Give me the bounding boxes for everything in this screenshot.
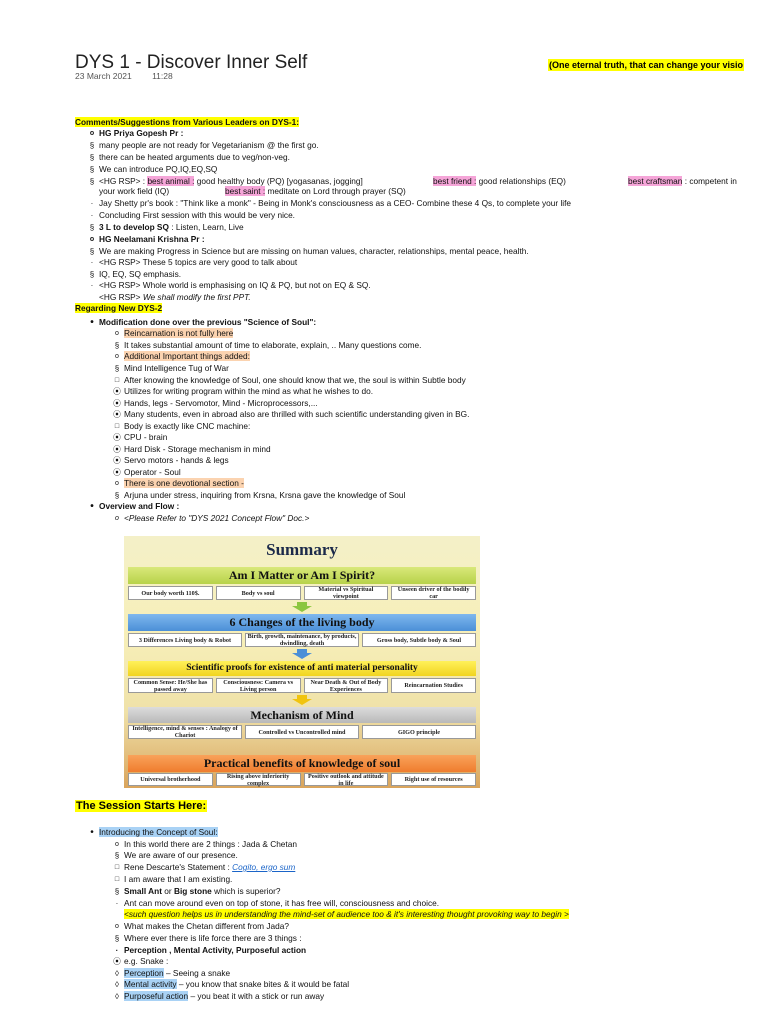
new-dys-heading: Regarding New DYS-2 <box>75 303 163 313</box>
summary-band-1-cells <box>128 586 476 600</box>
summary-band-4: Mechanism of Mind <box>128 707 476 723</box>
list-item: · Jay Shetty pr's book : "Think like a monk" - Being in Monk's consciousness as a CEO- Combine these 4 Qs, to complete your life <box>99 198 571 209</box>
section-bullet-icon: § <box>114 851 120 860</box>
summary-cell: Intelligence, mind & senses : Analogy of Chariot <box>128 725 242 739</box>
list-item: · Concluding First session with this would be very nice. <box>99 210 295 221</box>
list-item: § We can introduce PQ,IQ,EQ,SQ <box>99 164 217 175</box>
dot-bullet-icon: · <box>90 258 94 267</box>
circle-bullet-icon: o <box>115 841 119 848</box>
summary-cell: Consciousness: Camera vs Living person <box>216 678 301 693</box>
summary-cell: Universal brotherhood <box>128 773 213 786</box>
list-item: § IQ, EQ, SQ emphasis. <box>99 269 181 280</box>
diamond-bullet-icon: ◊ <box>115 980 119 989</box>
circle-bullet-icon: o <box>115 515 119 522</box>
section-bullet-icon: § <box>89 141 95 150</box>
section-bullet-icon: § <box>89 270 95 279</box>
list-item: □ After knowing the knowledge of Soul, one should know that we, the soul is within Subtle body <box>124 375 466 386</box>
summary-cell: Rising above inferiority complex <box>216 773 301 786</box>
list-item: your work field (IQ) <box>99 186 170 196</box>
section-bullet-icon: § <box>114 934 120 943</box>
bullet-icon: • <box>90 501 94 512</box>
circle-bullet-icon: o <box>115 480 119 487</box>
list-item: ⦿ e.g. Snake : <box>113 956 169 966</box>
summary-cell: Gross body, Subtle body & Soul <box>362 633 476 647</box>
bullet-icon: • <box>90 827 94 838</box>
section-bullet-icon: § <box>114 887 120 896</box>
list-item: • Introducing the Concept of Soul: <box>99 827 218 838</box>
target-bullet-icon: ⦿ <box>113 957 121 966</box>
list-item: <HG RSP> We shall modify the first PPT. <box>99 292 251 302</box>
target-bullet-icon: ⦿ <box>113 445 121 454</box>
list-item: □ Body is exactly like CNC machine: <box>124 421 250 432</box>
summary-band-3-cells <box>128 678 476 693</box>
section-bullet-icon: § <box>114 364 120 373</box>
summary-cell: Controlled vs Uncontrolled mind <box>245 725 359 739</box>
square-bullet-icon: □ <box>114 377 120 384</box>
summary-cell: 3 Differences Living body & Robot <box>128 633 242 647</box>
list-item: • Modification done over the previous "Science of Soul": <box>99 317 316 328</box>
list-item: ⦿ Utilizes for writing program within the mind as what he wishes to do. <box>113 386 374 396</box>
summary-cell: Near Death & Out of Body Experiences <box>304 678 389 693</box>
down-arrow-icon <box>292 649 312 659</box>
down-arrow-icon <box>292 602 312 612</box>
section-bullet-icon: § <box>114 341 120 350</box>
list-item: ⦿ Servo motors - hands & legs <box>113 455 229 465</box>
summary-image <box>124 536 480 788</box>
summary-band-2: 6 Changes of the living body <box>128 614 476 631</box>
dot-bullet-icon: · <box>90 199 94 208</box>
list-item: <such question helps us in understanding the mind-set of audience too & it's interesting thought provoking way to begin > <box>124 909 569 919</box>
list-item: best saint : meditate on Lord through prayer (SQ) <box>225 186 406 196</box>
target-bullet-icon: ⦿ <box>113 456 121 465</box>
list-item: · Perception , Mental Activity, Purposeful action <box>124 945 306 956</box>
section-bullet-icon: § <box>89 223 95 232</box>
list-item: o HG Neelamani Krishna Pr : <box>99 234 205 245</box>
list-item: § there can be heated arguments due to veg/non-veg. <box>99 152 290 163</box>
dot-bullet-icon: · <box>115 946 119 955</box>
target-bullet-icon: ⦿ <box>113 399 121 408</box>
target-bullet-icon: ⦿ <box>113 468 121 477</box>
vision-note: (One eternal truth, that can change your visio <box>549 60 744 70</box>
list-item: o In this world there are 2 things : Jada & Chetan <box>124 839 297 850</box>
dot-bullet-icon: · <box>115 899 119 908</box>
circle-bullet-icon: o <box>115 923 119 930</box>
summary-cell: Positive outlook and attitude in life <box>304 773 389 786</box>
square-bullet-icon: □ <box>114 423 120 430</box>
list-item: □ I am aware that I am existing. <box>124 874 232 885</box>
list-item: § 3 L to develop SQ : Listen, Learn, Live <box>99 222 244 233</box>
list-item: § Where ever there is life force there are 3 things : <box>124 933 302 944</box>
section-bullet-icon: § <box>89 247 95 256</box>
list-item: o There is one devotional section - <box>124 478 244 489</box>
target-bullet-icon: ⦿ <box>113 410 121 419</box>
list-item: · <HG RSP> These 5 topics are very good to talk about <box>99 257 297 268</box>
list-item: ◊ Purposeful action – you beat it with a stick or run away <box>124 991 324 1002</box>
list-item: ◊ Perception – Seeing a snake <box>124 968 230 979</box>
summary-band-3: Scientific proofs for existence of anti material personality <box>128 661 476 676</box>
list-item: § We are making Progress in Science but are missing on human values, character, relationships, mental peace, health. <box>99 246 529 257</box>
dot-bullet-icon: · <box>90 281 94 290</box>
bullet-icon: • <box>90 317 94 328</box>
list-item: o <Please Refer to "DYS 2021 Concept Flow" Doc.> <box>124 513 309 524</box>
page-meta <box>75 71 191 81</box>
comments-heading: Comments/Suggestions from Various Leaders on DYS-1: <box>75 117 300 127</box>
summary-band-5-cells <box>128 773 476 786</box>
list-item: § <HG RSP> : best animal : good healthy body (PQ) [yogasanas, jogging] <box>99 176 363 187</box>
square-bullet-icon: □ <box>114 876 120 883</box>
summary-title: Summary <box>266 540 338 559</box>
summary-cell: Reincarnation Studies <box>391 678 476 693</box>
square-bullet-icon: □ <box>114 864 120 871</box>
section-bullet-icon: § <box>89 177 95 186</box>
section-bullet-icon: § <box>89 165 95 174</box>
list-item: § Arjuna under stress, inquiring from Krsna, Krsna gave the knowledge of Soul <box>124 490 405 501</box>
page-date: 23 March 2021 <box>75 71 132 81</box>
summary-cell: GIGO principle <box>362 725 476 739</box>
list-item: § Small Ant or Big stone which is superior? <box>124 886 281 897</box>
list-item: § It takes substantial amount of time to elaborate, explain, .. Many questions come. <box>124 340 421 351</box>
summary-band-4-cells <box>128 725 476 739</box>
list-item: □ Rene Descarte's Statement : Cogito, ergo sum <box>124 862 295 873</box>
list-item: · Ant can move around even on top of stone, it has free will, consciousness and choice. <box>124 898 439 909</box>
dot-bullet-icon: · <box>90 211 94 220</box>
summary-cell: Common Sense: He/She has passed away <box>128 678 213 693</box>
cogito-link[interactable]: Cogito, ergo sum <box>232 862 296 872</box>
section-bullet-icon: § <box>89 153 95 162</box>
summary-band-1: Am I Matter or Am I Spirit? <box>128 567 476 584</box>
summary-band-2-cells <box>128 633 476 647</box>
session-heading: The Session Starts Here: <box>76 800 207 812</box>
list-item: ⦿ Hands, legs - Servomotor, Mind - Microprocessors,... <box>113 398 318 408</box>
list-item: ⦿ Operator - Soul <box>113 467 181 477</box>
section-bullet-icon: § <box>114 491 120 500</box>
list-item: o Additional Important things added: <box>124 351 250 362</box>
diamond-bullet-icon: ◊ <box>115 992 119 1001</box>
target-bullet-icon: ⦿ <box>113 433 121 442</box>
list-item: best friend : good relationships (EQ) <box>433 176 566 186</box>
list-item: ◊ Mental activity – you know that snake bites & it would be fatal <box>124 979 349 990</box>
summary-cell: Material vs Spiritual viewpoint <box>304 586 389 600</box>
list-item: o Reincarnation is not fully here <box>124 328 233 339</box>
list-item: · <HG RSP> Whole world is emphasising on IQ & PQ, but not on EQ & SQ. <box>99 280 371 291</box>
list-item: o What makes the Chetan different from Jada? <box>124 921 289 932</box>
list-item: § Mind Intelligence Tug of War <box>124 363 229 374</box>
list-item: o HG Priya Gopesh Pr : <box>99 128 183 139</box>
diamond-bullet-icon: ◊ <box>115 969 119 978</box>
page-title: DYS 1 - Discover Inner Self <box>75 52 308 73</box>
down-arrow-icon <box>292 695 312 705</box>
target-bullet-icon: ⦿ <box>113 387 121 396</box>
summary-cell: Right use of resources <box>391 773 476 786</box>
page-time: 11:28 <box>152 71 173 81</box>
summary-cell: Our body worth 110$. <box>128 586 213 600</box>
list-item: best craftsman : competent in <box>628 176 737 186</box>
list-item: ⦿ Many students, even in abroad also are thrilled with such scientific understanding given in BG. <box>113 409 470 419</box>
circle-bullet-icon: o <box>115 353 119 360</box>
summary-cell: Body vs soul <box>216 586 301 600</box>
list-item: ⦿ Hard Disk - Storage mechanism in mind <box>113 444 271 454</box>
circle-bullet-icon: o <box>89 130 95 137</box>
list-item: § many people are not ready for Vegetarianism @ the first go. <box>99 140 319 151</box>
summary-cell: Unseen driver of the bodily car <box>391 586 476 600</box>
summary-cell: Birth, growth, maintenance, by products, dwindling, death <box>245 633 359 647</box>
circle-bullet-icon: o <box>115 330 119 337</box>
circle-bullet-icon: o <box>89 236 95 243</box>
list-item: § We are aware of our presence. <box>124 850 238 861</box>
summary-band-5: Practical benefits of knowledge of soul <box>128 755 476 772</box>
list-item: ⦿ CPU - brain <box>113 432 168 442</box>
list-item: • Overview and Flow : <box>99 501 179 512</box>
